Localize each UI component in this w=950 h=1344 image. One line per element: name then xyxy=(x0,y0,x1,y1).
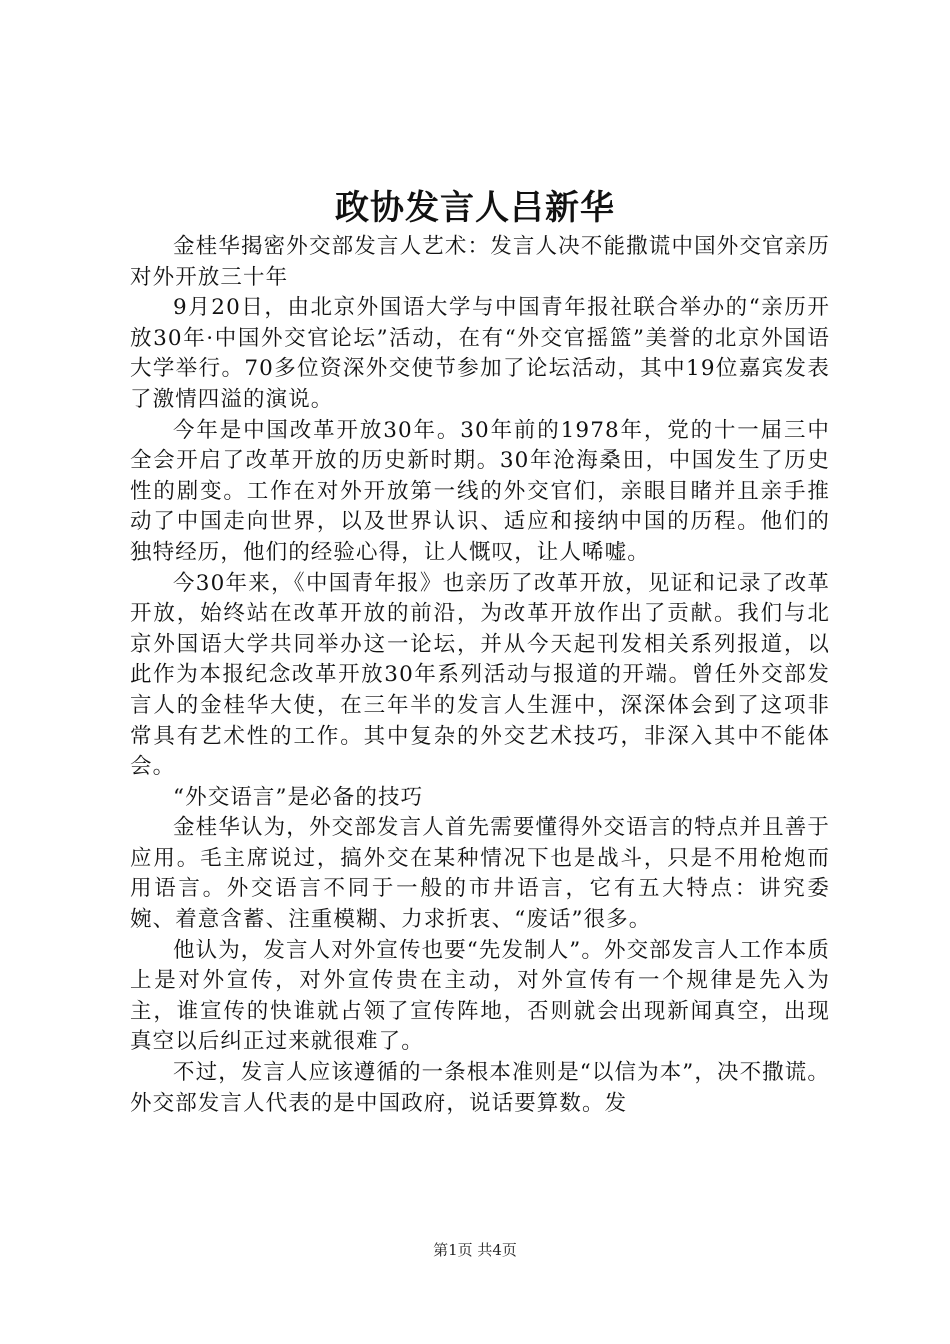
paragraph-subtitle: 金桂华揭密外交部发言人艺术：发言人决不能撒谎中国外交官亲历对外开放三十年 xyxy=(130,234,830,290)
document-body xyxy=(130,232,830,1119)
section-heading: “外交语言”是必备的技巧 xyxy=(173,784,424,810)
paragraph-honesty: 不过，发言人应该遵循的一条根本准则是“以信为本”，决不撒谎。外交部发言人代表的是中国政府，说话要算数。发 xyxy=(130,1060,830,1116)
paragraph-youth-daily: 今30年来，《中国青年报》也亲历了改革开放，见证和记录了改革开放，始终站在改革开放的前沿，为改革开放作出了贡献。我们与北京外国语大学共同举办这一论坛，并从今天起刊发相关系列报道，以此作为本报纪念改革开放30年系列活动与报道的开端。曾任外交部发言人的金桂华大使，在三年半的发言人生涯中，深深体会到了这项非常具有艺术性的工作。其中复杂的外交艺术技巧，非深入其中不能体会。 xyxy=(130,570,830,780)
paragraph-first-mover: 他认为，发言人对外宣传也要“先发制人”。外交部发言人工作本质上是对外宣传，对外宣传贵在主动，对外宣传有一个规律是先入为主，谁宣传的快谁就占领了宣传阵地，否则就会出现新闻真空，出现真空以后纠正过来就很难了。 xyxy=(130,937,830,1055)
page-footer: 第1页 共4页 xyxy=(433,1241,517,1259)
document-title: 政协发言人吕新华 xyxy=(335,188,615,228)
paragraph-forum-intro: 9月20日，由北京外国语大学与中国青年报社联合举办的“亲历开放30年·中国外交官论坛”活动，在有“外交官摇篮”美誉的北京外国语大学举行。70多位资深外交使节参加了论坛活动，其中19位嘉宾发表了激情四溢的演说。 xyxy=(130,295,830,412)
paragraph-reform-anniversary: 今年是中国改革开放30年。30年前的1978年，党的十一届三中全会开启了改革开放的历史新时期。30年沧海桑田，中国发生了历史性的剧变。工作在对外开放第一线的外交官们，亲眼目睹并且亲手推动了中国走向世界，以及世界认识、适应和接纳中国的历程。他们的独特经历，他们的经验心得，让人慨叹，让人唏嘘。 xyxy=(130,417,830,565)
paragraph-diplomatic-language: 金桂华认为，外交部发言人首先需要懂得外交语言的特点并且善于应用。毛主席说过，搞外交在某种情况下也是战斗，只是不用枪炮而用语言。外交语言不同于一般的市井语言，它有五大特点：讲究委婉、着意含蓄、注重模糊、力求折衷、“废话”很多。 xyxy=(130,815,830,933)
